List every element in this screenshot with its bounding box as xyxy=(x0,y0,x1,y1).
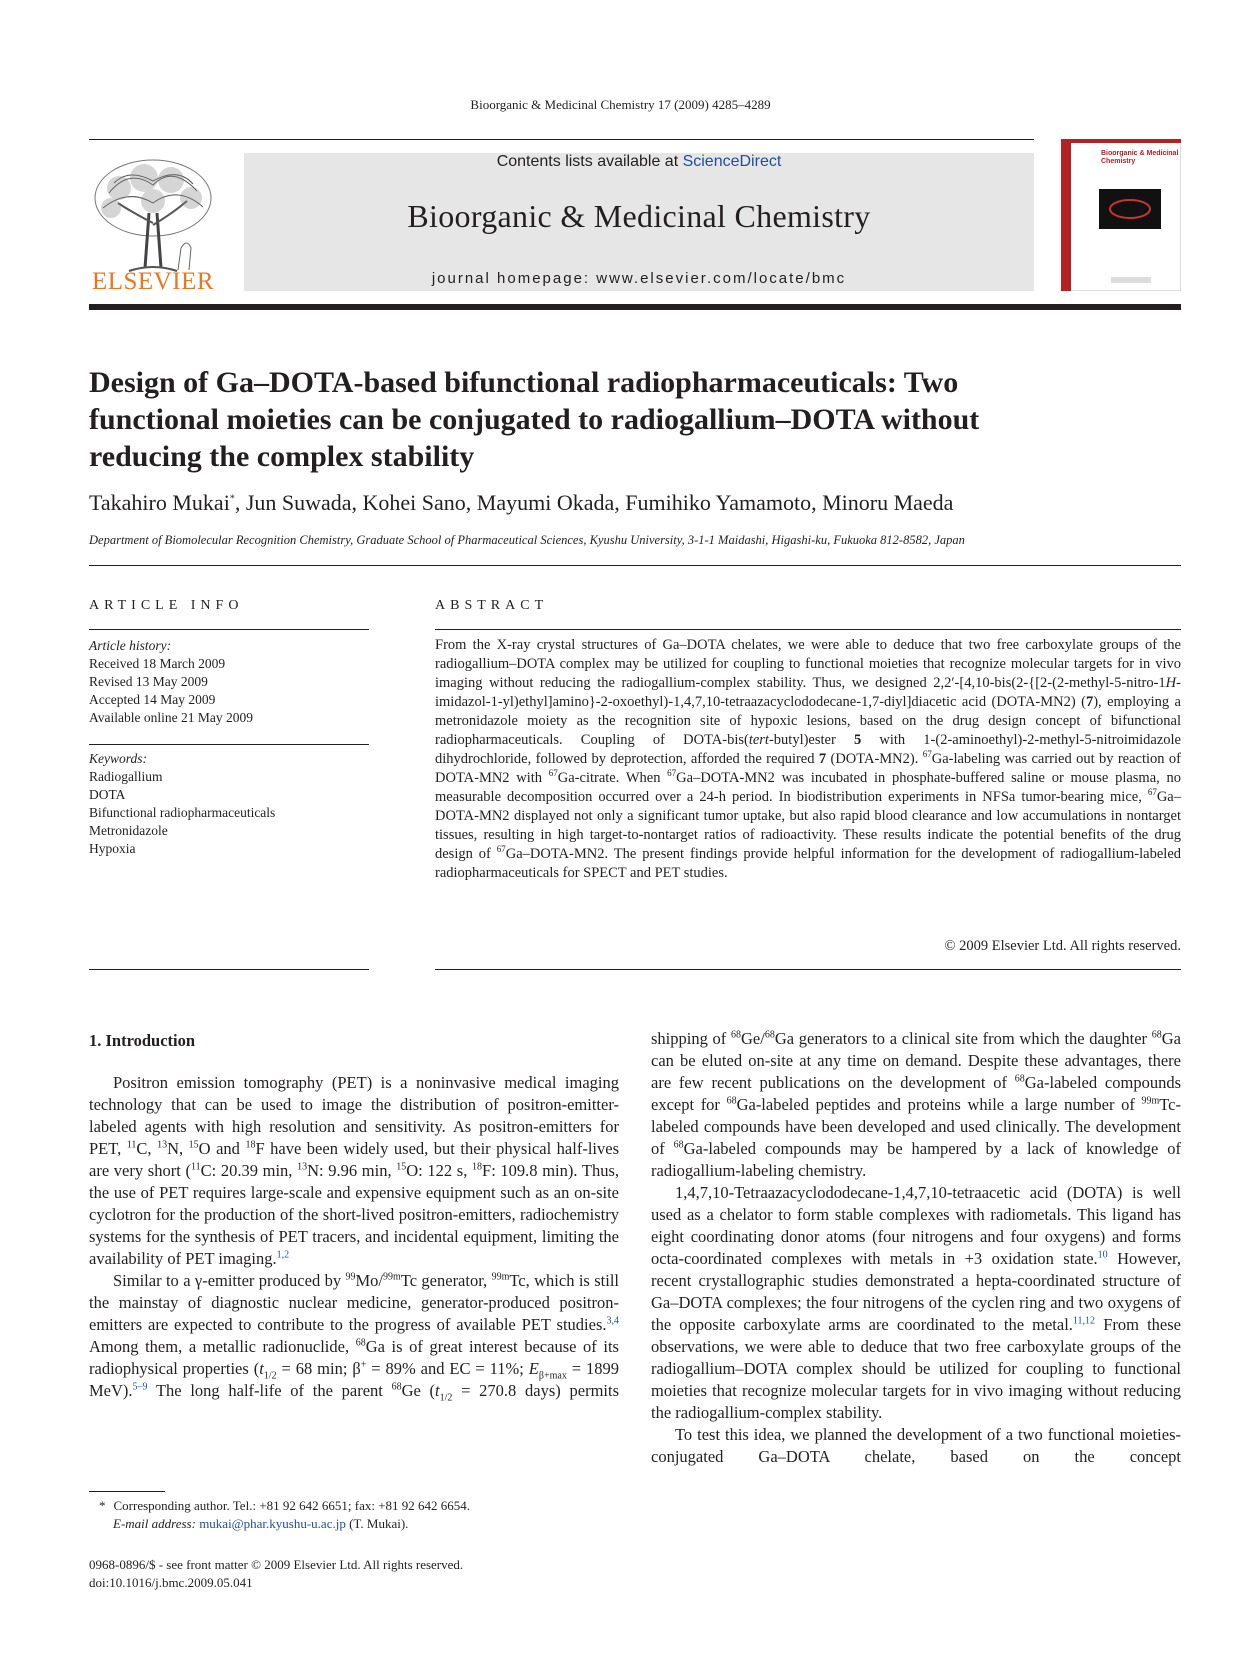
email-suffix: (T. Mukai). xyxy=(345,1516,409,1531)
history-accepted: Accepted 14 May 2009 xyxy=(89,692,216,707)
affiliation: Department of Biomolecular Recognition Chemistry, Graduate School of Pharmaceutical Sciences, Kyushu University, 3-1-1 Maidashi, Higashi-ku, Fukuoka 812-8582, Japan xyxy=(89,533,965,547)
running-head: Bioorganic & Medicinal Chemistry 17 (2009) 4285–4289 xyxy=(470,97,771,112)
abstract-rule xyxy=(435,629,1181,630)
article-title: Design of Ga–DOTA-based bifunctional radiopharmaceuticals: Two functional moieties can be conjugated to radiogallium–DOTA without reducing the complex stability xyxy=(89,366,980,473)
paragraph: Positron emission tomography (PET) is a noninvasive medical imaging technology that can be used to image the distribution of positron-emitter-labeled agents with high resolution and sensitivity. As positron-emitters for PET, $^{11}$C, $^{13}$N, $^{15}$O and $^{18}$F have been widely used, but their physical half-lives are very short ($^{11}$C: 20.39 min, $^{13}$N: 9.96 min, $^{15}$O: 122 s, $^{18}$F: 109.8 min). Thus, the use of PET requires large-scale and expensive equipment such as an on-site cyclotron for the production of the short-lived positron-emitters, radiochemistry systems for the synthesis of PET tracers, and incidental equipment, limiting the availability of PET imaging.$^{1,2}$ xyxy=(89,1073,619,1268)
email-link[interactable]: mukai@phar.kyushu-u.ac.jp xyxy=(199,1516,346,1531)
corresponding-author-text: Corresponding author. Tel.: +81 92 642 6651; fax: +81 92 642 6654. xyxy=(113,1498,471,1513)
email-label: E-mail address: xyxy=(113,1516,200,1531)
footnote xyxy=(89,1497,649,1533)
other-authors: , Jun Suwada, Kohei Sano, Mayumi Okada, Fumihiko Yamamoto, Minoru Maeda xyxy=(234,490,954,515)
article-info-heading: ARTICLE INFO xyxy=(89,598,244,613)
cover-title-line1: Bioorganic & Medicinal xyxy=(1101,150,1179,157)
history-revised: Revised 13 May 2009 xyxy=(89,674,208,689)
footnote-rule xyxy=(89,1491,165,1492)
body-column-left xyxy=(89,1072,619,1402)
paragraph: shipping of $^{68}$Ge/$^{68}$Ga generators to a clinical site from which the daughter $^{68}$Ga can be eluted on-site at any time on demand. Despite these advantages, there are few recent publications on the development of $^{68}$Ga-labeled compounds except for $^{68}$Ga-labeled peptides and proteins while a large number of $^{99m}$Tc-labeled compounds have been developed and used clinically. The development of $^{68}$Ga-labeled compounds may be hampered by a lack of knowledge of radiogallium-labeling chemistry. xyxy=(651,1029,1181,1180)
author-list xyxy=(89,490,1181,516)
journal-homepage[interactable]: journal homepage: www.elsevier.com/locate/bmc xyxy=(431,270,847,287)
affiliation-rule xyxy=(89,565,1181,566)
doi[interactable]: doi:10.1016/j.bmc.2009.05.041 xyxy=(89,1575,253,1590)
keyword: Metronidazole xyxy=(89,823,168,838)
body-column-right xyxy=(651,1028,1181,1468)
history-online: Available online 21 May 2009 xyxy=(89,710,253,725)
front-matter-text: 0968-0896/$ - see front matter © 2009 Elsevier Ltd. All rights reserved. xyxy=(89,1557,464,1572)
sciencedirect-link[interactable]: ScienceDirect xyxy=(682,153,782,170)
email-line xyxy=(89,1515,649,1533)
corresponding-author-mark[interactable]: * xyxy=(229,493,235,505)
paragraph: Similar to a γ-emitter produced by $^{99}$Mo/$^{99m}$Tc generator, $^{99m}$Tc, which is still the mainstay of diagnostic nuclear medicine, generator-produced positron-emitters are expected to contribute to the progress of available PET studies.$^{3,4}$ Among them, a metallic radionuclide, $^{68}$Ga is of great interest because of its radiophysical properties ($t_{1/2} = 68$ min; β+ = 89% and EC = 11%; $E_{\beta+max} = 1899$ MeV).$^{5-9}$ The long half-life of the parent $^{68}$Ge ($t_{1/2} = 270.8$ days) permits xyxy=(89,1271,619,1404)
keyword: DOTA xyxy=(89,787,126,802)
abstract-heading: ABSTRACT xyxy=(435,598,549,613)
keywords-label: Keywords: xyxy=(89,751,147,766)
elsevier-wordmark: ELSEVIER xyxy=(91,268,215,295)
paragraph: To test this idea, we planned the development of a two functional moieties-conjugated Ga–DOTA chelate, based on the concept xyxy=(651,1425,1181,1466)
journal-name: Bioorganic & Medicinal Chemistry xyxy=(407,198,871,234)
abstract-text: From the X-ray crystal structures of Ga–DOTA chelates, we were able to deduce that two free carboxylate groups of the radiogallium–DOTA complex may be utilized for coupling to functional moieties that recognize molecular targets for in vivo imaging without reducing the radiogallium-complex stability. Thus, we designed 2,2′-[4,10-bis(2-{[2-(2-methyl-5-nitro-1H-imidazol-1-yl)ethyl]amino}-2-oxoethyl)-1,4,7,10-tetraazacyclododecane-1,7-diyl]diacetic acid (DOTA-MN2) (7), employing a metronidazole moiety as the recognition site of hypoxic lesions, based on the drug design concept of bifunctional radiopharmaceuticals. Coupling of DOTA-bis(tert-butyl)ester 5 with 1-(2-aminoethyl)-2-methyl-5-nitroimidazole dihydrochloride, followed by deprotection, afforded the required 7 (DOTA-MN2). $^{67}$Ga-labeling was carried out by reaction of DOTA-MN2 with $^{67}$Ga-citrate. When $^{67}$Ga–DOTA-MN2 was incubated in phosphate-buffered saline or mouse plasma, no measurable decomposition occurred over a 24-h period. In biodistribution experiments in NFSa tumor-bearing mice, $^{67}$Ga–DOTA-MN2 displayed not only a significant tumor uptake, but also rapid blood clearance and low accumulations in nontarget tissues, resulting in high target-to-nontarget ratios of radioactivity. These results indicate the potential benefits of the drug design of $^{67}$Ga–DOTA-MN2. The present findings provide helpful information for the development of radiogallium-labeled radiopharmaceuticals for SPECT and PET studies. xyxy=(435,637,1182,881)
keywords-rule xyxy=(89,744,369,745)
article-history xyxy=(89,637,369,727)
front-matter xyxy=(89,1556,649,1592)
abstract-copyright: © 2009 Elsevier Ltd. All rights reserved. xyxy=(944,938,1181,954)
keyword: Hypoxia xyxy=(89,841,136,856)
history-received: Received 18 March 2009 xyxy=(89,656,226,671)
keywords xyxy=(89,750,369,858)
cover-title-line2: Chemistry xyxy=(1101,158,1136,165)
keyword: Radiogallium xyxy=(89,769,163,784)
keyword: Bifunctional radiopharmaceuticals xyxy=(89,805,276,820)
history-label: Article history: xyxy=(89,638,172,653)
section-heading-introduction: 1. Introduction xyxy=(89,1031,196,1050)
article-info-rule xyxy=(89,629,369,630)
article-info-bottom-rule xyxy=(89,969,369,970)
paragraph: 1,4,7,10-Tetraazacyclododecane-1,4,7,10-tetraacetic acid (DOTA) is well used as a chelator to form stable complexes with radiometals. This ligand has eight coordinating donor atoms (four nitrogens and four oxygens) and forms octa-coordinated complexes with metals in +3 oxidation state.$^{10}$ However, recent crystallographic studies demonstrated a hepta-coordinated structure of Ga–DOTA complexes; the four nitrogens of the cyclen ring and two oxygens of the opposite carboxylate arms are coordinated to the metal.$^{11,12}$ From these observations, we were able to deduce that two free carboxylate groups of the radiogallium–DOTA complex should be utilized for coupling to functional moieties that recognize molecular targets for in vivo imaging without reducing the radiogallium-complex stability. xyxy=(651,1183,1182,1422)
top-rule xyxy=(89,139,1034,140)
contents-line xyxy=(244,153,1034,171)
corresponding-author-note: * Corresponding author. Tel.: +81 92 642 6651; fax: +81 92 642 6654. xyxy=(99,1498,471,1513)
header-thick-rule xyxy=(89,304,1181,310)
abstract-bottom-rule xyxy=(435,969,1181,970)
journal-cover-thumbnail xyxy=(1061,139,1181,291)
first-author[interactable]: Takahiro Mukai xyxy=(89,490,230,515)
contents-prefix: Contents lists available at xyxy=(496,153,683,170)
